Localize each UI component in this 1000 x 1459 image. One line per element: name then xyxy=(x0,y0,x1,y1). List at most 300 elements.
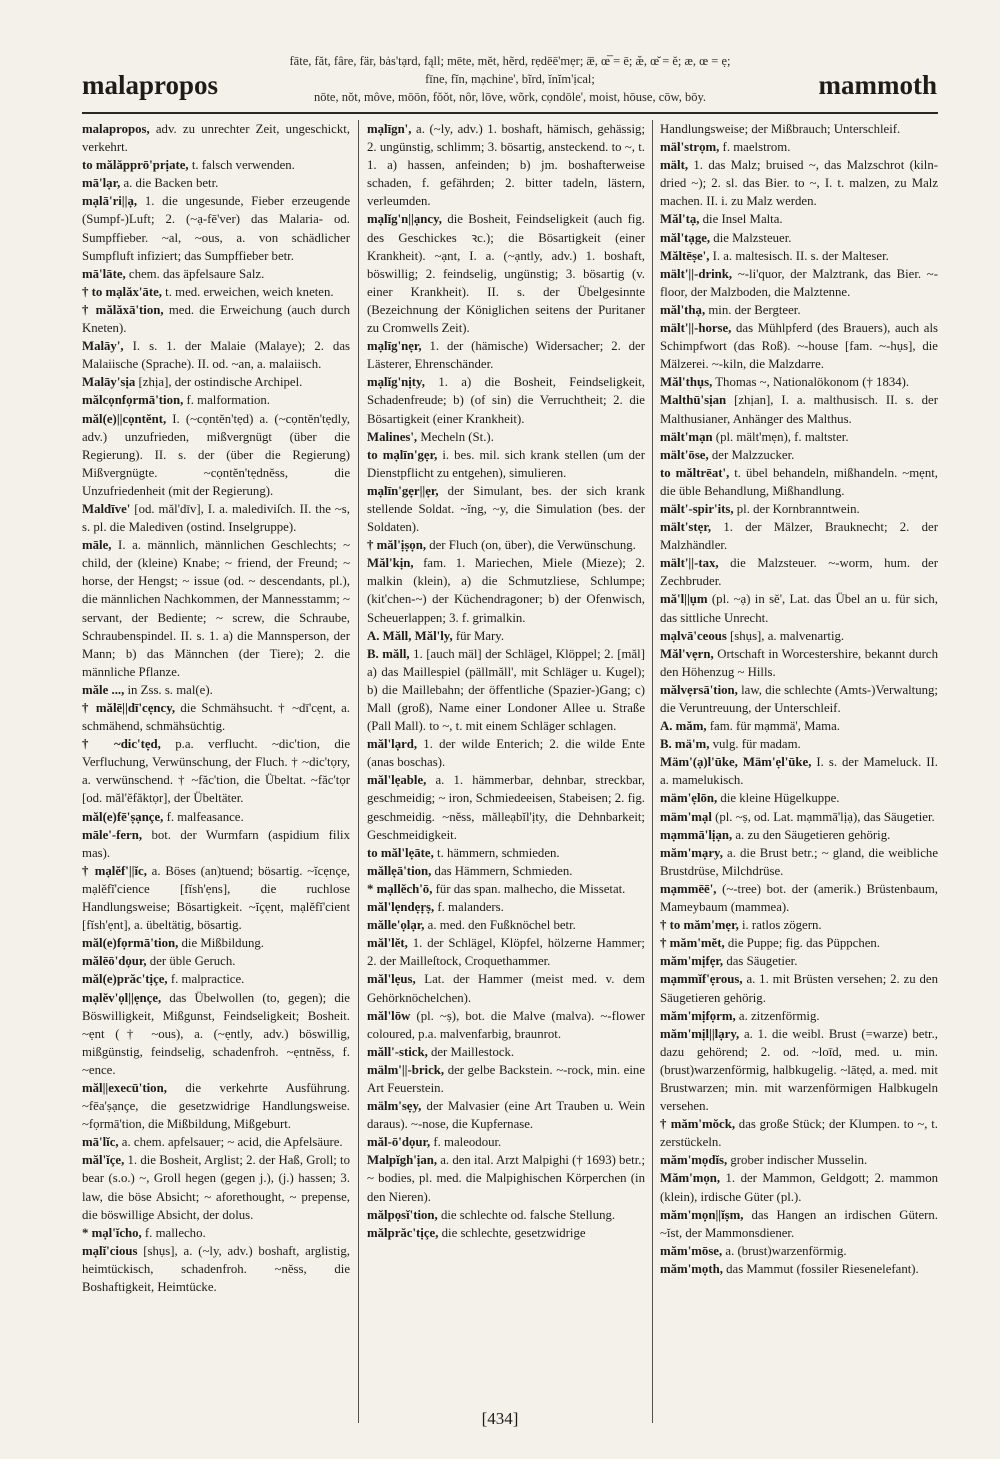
dictionary-entry xyxy=(82,934,350,952)
entry-definition: a. 1. mit Brüsten versehen; 2. zu den Säugetieren gehörig. xyxy=(660,972,938,1005)
dictionary-entry xyxy=(367,898,645,916)
dictionary-entry xyxy=(660,1007,938,1025)
entry-headword: † mălē||dī'cẹncy, xyxy=(82,701,176,715)
entry-headword: mălle'ọlạr, xyxy=(367,918,425,933)
entry-headword: măl(e)fē'ṣạnçe, xyxy=(82,809,164,824)
entry-definition: pl. der Kornbranntwein. xyxy=(733,501,860,516)
dictionary-entry xyxy=(660,265,938,301)
dictionary-entry xyxy=(367,934,645,970)
entry-definition: das Hangen an irdischen Gütern. ~ĭst, der Mammonsdiener. xyxy=(660,1207,938,1240)
entry-definition: die Mißbildung. xyxy=(178,936,264,951)
dictionary-entry xyxy=(660,826,938,844)
entry-headword: mält'mạn xyxy=(660,429,713,444)
entry-definition: t. hämmern, schmieden. xyxy=(433,845,560,860)
entry-definition: der üble Geruch. xyxy=(146,954,236,969)
dictionary-entry xyxy=(367,1133,645,1151)
entry-definition: t. med. erweichen, weich kneten. xyxy=(161,284,334,299)
column-divider xyxy=(358,120,359,1423)
entry-definition: der gelbe Backstein. ~-rock, min. eine Art Feuerstein. xyxy=(367,1062,645,1095)
entry-headword: māle, xyxy=(82,538,112,553)
entry-headword: măl'lĕt, xyxy=(367,936,408,951)
entry-definition: f. maleodour. xyxy=(430,1135,502,1150)
column-3 xyxy=(660,120,938,1423)
entry-definition: I. s. 1. der Malaie (Malaye); 2. das Malaiische (Sprache). II. od. ~an, a. malaiisch. xyxy=(82,339,350,372)
column-2 xyxy=(367,120,645,1423)
entry-definition: die Puppe; fig. das Püppchen. xyxy=(724,936,880,951)
entry-definition: a. (brust)warzenförmig. xyxy=(722,1243,847,1258)
dictionary-entry xyxy=(367,1061,645,1097)
entry-definition: f. malfeasance. xyxy=(163,809,244,824)
entry-headword: † măl'ịṣọn, xyxy=(367,538,427,553)
dictionary-entry xyxy=(660,301,938,319)
dictionary-entry xyxy=(660,428,938,446)
dictionary-entry xyxy=(82,1224,350,1242)
dictionary-entry xyxy=(367,337,645,373)
dictionary-entry xyxy=(367,844,645,862)
page-number: [434] xyxy=(481,1409,519,1428)
entry-headword: măm'mōse, xyxy=(660,1243,723,1258)
entry-headword: Măl'vẹrn, xyxy=(660,646,714,661)
entry-headword: măl'tạge, xyxy=(660,230,711,245)
dictionary-entry xyxy=(82,989,350,1079)
entry-definition: ~-li'quor, der Malztrank, das Bier. ~-floor, der Malzboden, die Malztenne. xyxy=(660,266,938,299)
dictionary-entry xyxy=(660,500,938,518)
entry-headword: măl-ō'dọur, xyxy=(367,1135,431,1150)
dictionary-entry xyxy=(82,952,350,970)
dictionary-entry xyxy=(82,1079,350,1133)
entry-definition: grober indischer Musselin. xyxy=(727,1153,868,1168)
dictionary-entry xyxy=(367,645,645,735)
entry-headword: mălcọnfọrmā'tion, xyxy=(82,393,184,408)
dictionary-entry xyxy=(660,1242,938,1260)
dictionary-entry xyxy=(367,970,645,1006)
dictionary-entry xyxy=(82,826,350,862)
entry-headword: † ~dic'tẹd, xyxy=(82,737,161,752)
entry-headword: mält'||-tax, xyxy=(660,556,719,571)
entry-headword: măl(e)prăc'tịçe, xyxy=(82,972,168,987)
dictionary-entry xyxy=(367,862,645,880)
entry-definition: die Bosheit, Feindseligkeit (auch fig. des Geschickes ꝛc.); die Bösartigkeit (einer Krankheit). ~ạnt, I. a. (~ạntly, adv.) 1. boshaft, böswillig; 2. feindselig, ungünstig; 3. bösartig (v. einer Krankheit). II. s. der Übelgesinnte (Bezeichnung der Königlichen seitens der Puritaner zu Cromwells Zeit). xyxy=(367,212,645,336)
dictionary-entry xyxy=(82,1242,350,1296)
entry-definition: [shụs], a. malvenartig. xyxy=(726,628,845,643)
dictionary-entry xyxy=(82,337,350,373)
entry-headword: măm'mọdĭs, xyxy=(660,1153,728,1168)
dictionary-entry xyxy=(660,970,938,1006)
entry-definition: i. bes. mil. sich krank stellen (um der Dienstpflicht zu entgehen), simulieren. xyxy=(367,447,645,480)
dictionary-entry xyxy=(660,789,938,807)
entry-definition: (pl. mält'mẹn), f. maltster. xyxy=(712,429,849,444)
dictionary-entry xyxy=(367,554,645,626)
entry-definition: I. (~cọntĕn'tẹd) a. (~cọntĕn'tẹdly, adv.) unzufrieden, mißvergnügt (über die Regierung). II. s. der (über die Regierung) Mißvergnügte. ~cọntĕn'tẹdnĕss, die Unzufriedenheit (mit der Regierung). xyxy=(82,411,350,498)
entry-definition: für das span. malhecho, die Missetat. xyxy=(432,881,626,896)
entry-headword: măm'mọn||ĭṣm, xyxy=(660,1207,744,1222)
dictionary-entry xyxy=(367,373,645,427)
entry-definition: min. der Bergteer. xyxy=(705,302,801,317)
entry-headword: A. măm, xyxy=(660,719,707,734)
entry-definition: 1. der Mälzer, Brauknecht; 2. der Malzhändler. xyxy=(660,520,938,553)
entry-headword: mạmmēē', xyxy=(660,881,717,896)
entry-headword: mạmmā'lịạn, xyxy=(660,827,733,842)
entry-definition: Mecheln (St.). xyxy=(417,429,494,444)
dictionary-entry xyxy=(82,301,350,337)
entry-headword: Măm'mọn, xyxy=(660,1171,721,1186)
entry-definition: [od. măl'dīv], I. a. malediviſch. II. the ~s, s. pl. die Malediven (ostind. Inselgruppe). xyxy=(82,501,350,535)
dictionary-entry xyxy=(367,916,645,934)
entry-headword: mạmmĭf'ẹrous, xyxy=(660,972,743,987)
entry-definition: I. a. maltesisch. II. s. der Malteser. xyxy=(709,248,889,263)
dictionary-entry xyxy=(82,808,350,826)
dictionary-entry xyxy=(660,645,938,681)
entry-headword: mā'lạr, xyxy=(82,176,121,191)
dictionary-entry xyxy=(82,735,350,807)
entry-definition: a. 1. die weibl. Brust (=warze) betr., dazu gehörend; 2. od. ~loīd, med. u. min. (brust)warzenförmig, halbkugelig. ~lātẹd, a. med. mit Brustwarzen; min. mit warzenförmigen Halbkugeln versehen. xyxy=(660,1026,938,1114)
entry-headword: măl||execū'tion, xyxy=(82,1080,167,1095)
dictionary-entry xyxy=(82,500,350,536)
entry-definition: chem. das äpfelsaure Salz. xyxy=(125,266,265,281)
entry-headword: mạlĕv'ọl||ẹnçe, xyxy=(82,990,162,1005)
entry-headword: A. Măll, Măl'ly, xyxy=(367,628,453,643)
entry-headword: B. măll, xyxy=(367,646,410,661)
entry-headword: mält'||-horse, xyxy=(660,321,732,336)
dictionary-entry xyxy=(367,771,645,843)
dictionary-entry xyxy=(660,1025,938,1115)
dictionary-entry xyxy=(367,1097,645,1133)
entry-definition: a. chem. apfelsauer; ~ acid, die Apfelsäure. xyxy=(118,1135,343,1150)
dictionary-entry xyxy=(660,1115,938,1151)
entry-headword: mā'lĭc, xyxy=(82,1135,119,1150)
right-guide-word: mammoth xyxy=(818,70,937,100)
dictionary-entry xyxy=(82,192,350,264)
entry-definition: der Malvasier (eine Art Trauben u. Wein daraus). ~-nose, die Kupfernase. xyxy=(367,1099,645,1132)
entry-definition: Handlungsweise; der Mißbrauch; Unterschleif. xyxy=(660,122,901,136)
entry-definition: [zhịa], der ostindische Archipel. xyxy=(135,375,303,390)
dictionary-entry xyxy=(367,482,645,536)
dictionary-entry xyxy=(367,1043,645,1061)
entry-headword: mạlā'ri||ạ, xyxy=(82,194,138,209)
entry-headword: măm'mịfọrm, xyxy=(660,1008,736,1023)
entry-headword: māle'-fern, xyxy=(82,827,143,842)
entry-headword: † mălăxā'tion, xyxy=(82,302,164,317)
entry-definition: f. malanders. xyxy=(434,900,504,915)
entry-headword: măll'-stick, xyxy=(367,1044,428,1059)
dictionary-entry xyxy=(82,410,350,500)
dictionary-entry xyxy=(660,844,938,880)
entry-definition: a. den ital. Arzt Malpighi († 1693) betr.; ~ bodies, pl. med. die Malpighischen Körperchen (in den Nieren). xyxy=(367,1153,645,1204)
dictionary-entry xyxy=(660,1151,938,1169)
entry-definition: med. die Erweichung (auch durch Kneten). xyxy=(82,302,350,336)
entry-definition: a. Böses (an)tuend; bösartig. ~ĭcẹnçe, mạlĕfĭ'cience [fĭsh'ẹns], die ruchlose Handlungsweise; Bösartigkeit. ~ĭçẹnt, mạlĕfĭ'cient [fĭsh'ẹnt], a. übeltätig, bösartig. xyxy=(82,863,350,933)
dictionary-entry xyxy=(660,627,938,645)
entry-definition: Lat. der Hammer (meist med. v. dem Gehörknöchelchen). xyxy=(367,972,645,1005)
entry-definition: 1. die Bosheit, Arglist; 2. der Haß, Groll; to bear (s.o.) ~, Groll hegen (gegen j.), (j.) hassen; 3. law, die böse Absicht; ~ aforethought, ~ prepense, die böswillige Absicht, der dolus. xyxy=(82,1153,350,1222)
entry-headword: * mạl'ĭcho, xyxy=(82,1225,142,1240)
entry-headword: mält'||-drink, xyxy=(660,266,733,281)
entry-definition: (pl. ~ṣ, od. Lat. mạmmā'lịạ), das Säugetier. xyxy=(711,809,935,824)
dictionary-entry xyxy=(660,518,938,554)
entry-headword: Mäm'(ạ)l'ūke, Mäm'ẹl'ūke, xyxy=(660,755,812,770)
entry-headword: Măltēṣe', xyxy=(660,248,710,263)
entry-definition: die schlechte, gesetzwidrige xyxy=(438,1225,586,1240)
dictionary-entry xyxy=(367,428,645,446)
entry-definition: a. 1. hämmerbar, dehnbar, streckbar, geschmeidig; ~ iron, Schmiedeeisen, Stabeisen; 2. fig. geschmeidig. ~nĕss, mălleạbĭl'ịty, die Dehnbarkeit; Geschmeidigkeit. xyxy=(367,773,645,842)
entry-headword: malapropos, xyxy=(82,122,150,136)
entry-definition: die kleine Hügelkuppe. xyxy=(717,791,840,806)
entry-headword: mält, xyxy=(660,158,689,173)
dictionary-entry xyxy=(82,174,350,192)
entry-definition: für Mary. xyxy=(452,628,505,643)
dictionary-entry xyxy=(660,391,938,427)
entry-headword: măl(e)fọrmā'tion, xyxy=(82,936,179,951)
pronunciation-key-line: nōte, nŏt, môve, mōōn, fŏŏt, nôr, lōve, wõrk, cọndōle', moist, hōuse, cōw, bōy. xyxy=(313,90,707,104)
entry-definition: I. s. der Mameluck. II. a. mamelukisch. xyxy=(660,755,938,788)
dictionary-entry xyxy=(660,952,938,970)
pronunciation-key-line: fīne, fĭn, mạchine', bĩrd, ĭnĭm'ịcal; xyxy=(425,72,595,86)
entry-headword: B. mä'm, xyxy=(660,737,710,752)
entry-definition: a. (~ly, adv.) 1. boshaft, hämisch, gehässig; 2. ungünstig, schlimm; 3. bösartig, ansteckend. to ~, t. 1. a) hassen, anfeinden; b) jm. boshafterweise schaden, f. gefährden; 2. bitter tadeln, lästern, verleumden. xyxy=(367,122,645,209)
dictionary-entry xyxy=(82,283,350,301)
entry-headword: Măl'kịn, xyxy=(367,556,414,571)
entry-headword: măl'ĭçe, xyxy=(82,1153,125,1168)
entry-headword: mạlīgn', xyxy=(367,122,412,136)
entry-definition: in Zss. s. mal(e). xyxy=(124,682,213,697)
entry-definition: das Übelwollen (to, gegen); die Böswilligkeit, Mißgunst, Feindseligkeit; Bosheit. ~ẹnt († ~ous), a. (~ẹntly, adv.) böswillig, mißgünstig, feindselig, schadenfroh. ~ẹntnĕss, f. ~ence. xyxy=(82,990,350,1077)
entry-definition: [zhịan], I. a. malthusisch. II. s. der Malthusianer, Anhänger des Malthus. xyxy=(660,393,938,426)
entry-headword: Măl'thụs, xyxy=(660,375,713,390)
dictionary-entry xyxy=(367,120,645,210)
entry-headword: † to măm'mẹr, xyxy=(660,918,739,933)
entry-headword: mält'stẹr, xyxy=(660,520,712,535)
entry-definition: f. maelstrom. xyxy=(719,140,791,155)
entry-headword: mält'-spir'its, xyxy=(660,501,734,516)
dictionary-entry xyxy=(82,156,350,174)
entry-definition: (~-tree) bot. der (amerik.) Brüstenbaum, Mameybaum (mammea). xyxy=(660,881,938,915)
dictionary-entry xyxy=(367,1151,645,1205)
entry-definition: die Schmähsucht. † ~dī'cẹnt, a. schmähend, schmähsüchtig. xyxy=(82,701,350,734)
entry-headword: măl'lẹus, xyxy=(367,972,416,987)
entry-definition: vulg. für madam. xyxy=(709,737,801,752)
pronunciation-key-line: fāte, făt, fâre, fär, bȧs'tạrd, fąll; mēte, mĕt, hẽrd, rẹdēē'mẹr; æ̅, œ̅ = ē; æ̆, œ̆ = ĕ; æ, œ = ẹ; xyxy=(289,54,731,68)
entry-definition: das Mammut (fossiler Riesenelefant). xyxy=(722,1261,919,1276)
entry-headword: mạlvā'ceous xyxy=(660,628,727,643)
dictionary-entry xyxy=(660,446,938,464)
entry-definition: f. mallecho. xyxy=(141,1225,206,1240)
entry-headword: măl'lẹable, xyxy=(367,773,427,788)
entry-headword: măm'mịl||lạry, xyxy=(660,1026,740,1041)
entry-definition: 1. der Schlägel, Klöpfel, hölzerne Hammer; 2. der Mailleſtock, Croquethammer. xyxy=(367,936,645,969)
entry-headword: măm'mịfẹr, xyxy=(660,954,724,969)
dictionary-entry xyxy=(660,1169,938,1205)
entry-definition: die Malzsteuer. ~-worm, hum. der Zechbruder. xyxy=(660,556,938,589)
entry-headword: mälm'||-brick, xyxy=(367,1062,445,1077)
dictionary-entry xyxy=(660,717,938,735)
entry-headword: Malāy', xyxy=(82,339,124,354)
entry-definition: der Malzzucker. xyxy=(708,447,795,462)
entry-headword: măm'mạry, xyxy=(660,845,723,860)
dictionary-entry xyxy=(367,1007,645,1043)
entry-headword: măm'mọth, xyxy=(660,1261,723,1276)
entry-definition: 1. a) die Bosheit, Feindseligkeit, Schadenfreude; b) (of sin) die Verruchtheit; 2. die Bösartigkeit (einer Krankheit). xyxy=(367,375,645,426)
dictionary-entry xyxy=(660,735,938,753)
entry-headword: măllẹā'tion, xyxy=(367,863,432,878)
dictionary-entry xyxy=(660,319,938,373)
entry-definition: die schlechte od. falsche Stellung. xyxy=(437,1207,616,1222)
entry-definition: der Simulant, bes. der sich krank stellende Soldat. ~ĭng, ~y, die Simulation (bes. der Soldaten). xyxy=(367,483,645,535)
dictionary-entry xyxy=(82,1133,350,1151)
entry-definition: (pl. ~ṣ), bot. die Malve (malva). ~-flower coloured, p.a. malvenfarbig, braunrot. xyxy=(367,1008,645,1041)
dictionary-entry xyxy=(660,880,938,916)
entry-headword: mäm'ẹlōn, xyxy=(660,791,718,806)
dictionary-entry xyxy=(82,265,350,283)
entry-definition: das große Stück; der Klumpen. to ~, t. zerstückeln. xyxy=(660,1117,938,1150)
entry-headword: mă'l||ụm xyxy=(660,592,708,607)
entry-definition: Ortschaft in Worcestershire, bekannt durch den Höhenzug ~ Hills. xyxy=(660,646,938,679)
entry-headword: măl'lạrd, xyxy=(367,737,418,752)
entry-definition: die verkehrte Ausführung. ~fēa'ṣạnçe, die gesetzwidrige Handlungsweise. ~fọrmā'tion, die Mißbildung, Mißgeburt. xyxy=(82,1080,350,1132)
dictionary-entry xyxy=(660,916,938,934)
entry-definition: f. malpractice. xyxy=(167,972,245,987)
entry-definition: I. a. männlich, männlichen Geschlechts; ~ child, der (kleine) Knabe; ~ friend, der Freund; ~ horse, der Hengst; ~ issue (od. ~ descendants, pl.), die männlichen Nachkommen, der Mannesstamm; ~ servant, der Bediente; ~ screw, die Schraube, Schraubenspindel. II. s. 1. a) die Mannsperson, der Mann; b) das Männchen (der Tiere); 2. die männliche Pflanze. xyxy=(82,538,350,679)
dictionary-entry xyxy=(82,373,350,391)
dictionary-entry xyxy=(367,627,645,645)
dictionary-entry xyxy=(660,590,938,626)
pronunciation-key xyxy=(230,52,790,106)
entry-headword: † to mạlăx'āte, xyxy=(82,284,162,299)
dictionary-entry xyxy=(660,554,938,590)
entry-definition: 1. das Malz; bruised ~, das Malzschrot (kiln-dried ~); 2. sl. das Bier. to ~, I. t. malzen, zu Malz machen. II. i. zu Malz werden. xyxy=(660,158,938,209)
entry-definition: (pl. ~ạ) in sĕ', Lat. das Übel an u. für sich, das sittliche Unrecht. xyxy=(660,592,938,625)
entry-definition: a. die Backen betr. xyxy=(120,176,219,191)
entry-definition: der Fluch (on, über), die Verwünschung. xyxy=(426,538,636,553)
dictionary-entry xyxy=(82,536,350,681)
entry-headword: Malpĭgh'ịan, xyxy=(367,1153,438,1168)
entry-definition: die Malzsteuer. xyxy=(710,230,792,245)
entry-definition: 1. [auch mäl] der Schlägel, Klöppel; 2. [măl] a) das Maillespiel (pällmăll', mit Schläger u. Kugel); b) die Maillebahn; der öffentliche (Spazier-)Gang; c) Mall (groß), Name einer Londoner Allee u. Straße (Pall Mall). to ~, t. mit einem Schläger schlagen. xyxy=(367,646,645,734)
entry-headword: mạlīn'gẹr||ẹr, xyxy=(367,483,439,498)
dictionary-entry xyxy=(82,120,350,156)
dictionary-entry xyxy=(660,808,938,826)
entry-headword: mälm'sẹy, xyxy=(367,1099,422,1114)
entry-definition: 1. der wilde Enterich; 2. die wilde Ente (anas boschas). xyxy=(367,737,645,770)
column-divider xyxy=(652,120,653,1423)
entry-headword: to mạlīn'gẹr, xyxy=(367,447,438,462)
dictionary-entry xyxy=(367,1224,645,1242)
entry-headword: † măm'mŏck, xyxy=(660,1117,736,1132)
entry-headword: măl'lōw xyxy=(367,1008,411,1023)
entry-headword: mā'lāte, xyxy=(82,266,126,281)
dictionary-entry xyxy=(660,120,938,138)
entry-headword: mălvẹrsā'tion, xyxy=(660,682,738,697)
dictionary-entry xyxy=(660,934,938,952)
entry-headword: † mạlĕf'||ĭc, xyxy=(82,863,147,878)
dictionary-entry xyxy=(82,862,350,934)
dictionary-entry xyxy=(660,229,938,247)
dictionary-entry xyxy=(82,391,350,409)
entry-headword: mạlĭg'n||ạncy, xyxy=(367,212,442,227)
entry-headword: Maldīve' xyxy=(82,501,131,516)
entry-headword: * mạllĕch'ō, xyxy=(367,881,433,896)
dictionary-entry xyxy=(660,753,938,789)
dictionary-entry xyxy=(367,446,645,482)
entry-definition: i. ratlos zögern. xyxy=(738,918,822,933)
entry-headword: mạlĭg'nịty, xyxy=(367,375,425,390)
dictionary-entry xyxy=(660,681,938,717)
entry-headword: mäl'strọm, xyxy=(660,140,720,155)
entry-headword: mălprăc'tịçe, xyxy=(367,1225,439,1240)
dictionary-entry xyxy=(367,880,645,898)
entry-headword: Malāy'sịa xyxy=(82,375,136,390)
dictionary-entry xyxy=(82,699,350,735)
entry-definition: a. med. den Fußknöchel betr. xyxy=(424,918,576,933)
entry-definition: bot. der Wurmfarn (aspidium filix mas). xyxy=(82,827,350,860)
entry-headword: to mălăpprō'prịate, xyxy=(82,158,189,173)
dictionary-entry xyxy=(660,247,938,265)
dictionary-entry xyxy=(660,1206,938,1242)
dictionary-entry xyxy=(367,735,645,771)
dictionary-entry xyxy=(660,210,938,228)
entry-headword: măl'lẹndẹṛṣ, xyxy=(367,900,435,915)
entry-headword: măle ..., xyxy=(82,682,125,697)
entry-definition: das Säugetier. xyxy=(723,954,798,969)
entry-definition: adv. zu unrechter Zeit, ungeschickt, verkehrt. xyxy=(82,122,350,155)
entry-definition: die Insel Malta. xyxy=(699,212,783,227)
entry-definition: Thomas ~, Nationalökonom († 1834). xyxy=(712,375,910,390)
dictionary-entry xyxy=(660,464,938,500)
entry-definition: fam. 1. Mariechen, Miele (Mieze); 2. malkin (klein), a) die Schmutzliese, Schlumpe; (kit'chen-~) der Küchendragoner; b) der Ofenwisch, Scheuerlappen; 3. f. grimalkin. xyxy=(367,556,645,625)
entry-headword: Malthū'sịan xyxy=(660,393,727,408)
entry-headword: mält'ōse, xyxy=(660,447,709,462)
entry-definition: 1. der (hämische) Widersacher; 2. der Lästerer, Ehrenschänder. xyxy=(367,339,645,372)
left-guide-word: malapropos xyxy=(82,70,219,100)
entry-definition: a. zitzenförmig. xyxy=(735,1008,820,1023)
entry-headword: Malines', xyxy=(367,429,418,444)
dictionary-entry xyxy=(82,681,350,699)
dictionary-entry xyxy=(82,1151,350,1223)
entry-headword: măl(e)||cọntĕnt, xyxy=(82,411,167,426)
dictionary-entry xyxy=(367,210,645,337)
entry-headword: Măl'tạ, xyxy=(660,212,700,227)
entry-headword: mạlīg'nẹr, xyxy=(367,339,422,354)
entry-headword: mạlĭ'cious xyxy=(82,1243,138,1258)
entry-definition: a. die Brust betr.; ~ gland, die weibliche Brustdrüse, Milchdrüse. xyxy=(660,845,938,878)
dictionary-entry xyxy=(660,373,938,391)
entry-definition: law, die schlechte (Amts-)Verwaltung; die Veruntreuung, der Unterschleif. xyxy=(660,682,938,715)
entry-definition: t. falsch verwenden. xyxy=(188,158,295,173)
dictionary-entry xyxy=(367,1206,645,1224)
dictionary-entry xyxy=(82,970,350,988)
entry-definition: p.a. verflucht. ~dic'tion, die Verfluchung, Verwünschung, der Fluch. † ~dic'tọry, a. verwünschend. † ~făc'tion, die Übeltat. ~făc'tọr [od. măl'ĕfăktọr], der Übeltäter. xyxy=(82,737,350,806)
entry-headword: măl'thạ, xyxy=(660,302,706,317)
dictionary-entry xyxy=(660,138,938,156)
entry-headword: † măm'mĕt, xyxy=(660,936,725,951)
column-1 xyxy=(82,120,350,1423)
entry-definition: 1. der Mammon, Geldgott; 2. mammon (klein), irdische Güter (pl.). xyxy=(660,1171,938,1204)
entry-headword: mălēō'dọur, xyxy=(82,954,147,969)
dictionary-entry xyxy=(367,536,645,554)
entry-headword: to măl'lẹāte, xyxy=(367,845,434,860)
entry-definition: das Hämmern, Schmieden. xyxy=(431,863,573,878)
entry-definition: a. zu den Säugetieren gehörig. xyxy=(732,827,891,842)
entry-headword: to măltrēat', xyxy=(660,465,730,480)
dictionary-entry xyxy=(660,1260,938,1278)
entry-headword: mălpọsĭ'tion, xyxy=(367,1207,438,1222)
entry-definition: 1. die ungesunde, Fieber erzeugende (Sumpf-)Luft; 2. (~ạ-fē'ver) das Malaria- od. Sumpffieber. ~al, ~ous, a. von schädlicher Sumpfluft infiziert; das Sumpffieber betr. xyxy=(82,194,350,263)
header-rule xyxy=(82,112,938,114)
entry-definition: t. übel behandeln, mißhandeln. ~mẹnt, die üble Behandlung, Mißhandlung. xyxy=(660,465,938,498)
entry-headword: mäm'mạl xyxy=(660,809,712,824)
entry-definition: fam. für mạmmä', Mama. xyxy=(706,719,840,734)
entry-definition: das Mühlpferd (des Brauers), auch als Schimpfwort (das Roß). ~-house [fam. ~-hụs], die Mälzerei. ~-kiln, die Malzdarre. xyxy=(660,321,938,372)
entry-definition: f. malformation. xyxy=(183,393,271,408)
